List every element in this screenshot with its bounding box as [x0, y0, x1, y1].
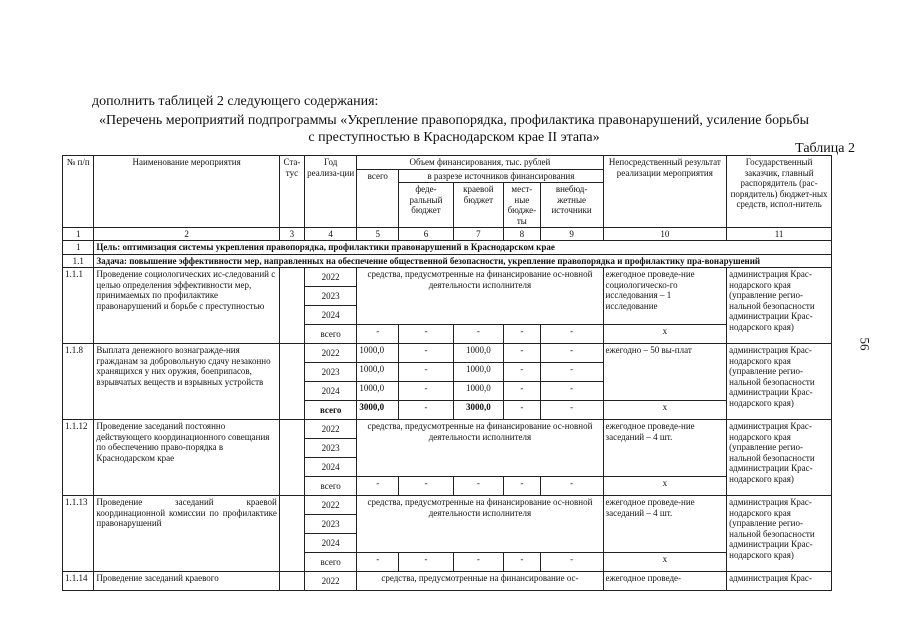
col-number: 11	[727, 228, 832, 241]
task-row	[63, 254, 832, 268]
task-num: 1.1	[63, 254, 94, 268]
row-financing: средства, предусмотренные на финансирование ос-новной деятельности исполнителя	[357, 496, 603, 553]
row-result: ежегодное проведе-	[603, 572, 727, 591]
total-local: -	[504, 553, 541, 572]
column-numbers-row	[63, 228, 832, 241]
col-number: 2	[94, 228, 279, 241]
goal-row	[63, 241, 832, 255]
header-row-1	[63, 156, 832, 170]
total-label: всего	[304, 477, 356, 496]
row-year: 2022	[304, 496, 356, 515]
header-regional: краевой бюджет	[453, 183, 503, 228]
table-row	[63, 268, 832, 287]
row-result: ежегодное проведе-ние заседаний – 4 шт.	[603, 420, 727, 477]
value-federal: -	[399, 382, 453, 401]
row-status	[279, 268, 304, 344]
goal-text: Цель: оптимизация системы укрепления правопорядка, профилактики правонарушений в Краснодарском крае	[94, 241, 832, 255]
total-federal: -	[399, 553, 453, 572]
table-row	[63, 344, 832, 363]
total-regional: -	[453, 553, 503, 572]
row-name: Проведение социологических ис-следований с целью определения эффективности мер, принимаемых по профилактике правонарушений и борьбе с преступностью	[94, 268, 279, 344]
row-result: ежегодно – 50 вы-плат	[603, 344, 727, 401]
value-local: -	[504, 344, 541, 363]
row-result: ежегодное проведе-ние заседаний – 4 шт.	[603, 496, 727, 553]
total-label: всего	[304, 553, 356, 572]
value-regional: 1000,0	[453, 344, 503, 363]
intro-text: дополнить таблицей 2 следующего содержания:	[92, 94, 379, 109]
total-value: 3000,0	[357, 401, 399, 420]
col-number: 8	[504, 228, 541, 241]
value-regional: 1000,0	[453, 363, 503, 382]
total-label: всего	[304, 401, 356, 420]
header-customer: Государственный заказчик, главный распорядитель (рас-порядитель) бюджет-ных средств, испол-нитель	[727, 156, 832, 228]
col-number: 1	[63, 228, 94, 241]
row-result: ежегодное проведе-ние социологическо-го исследования – 1 исследование	[603, 268, 727, 325]
header-result: Непосредственный результат реализации мероприятия	[603, 156, 727, 228]
row-customer: администрация Крас-нодарского края (управление регио-нальной безопасности администрации Крас-нодарского края)	[727, 344, 832, 420]
row-year: 2024	[304, 306, 356, 325]
measures-table	[62, 155, 832, 591]
row-customer: администрация Крас-нодарского края (управление регио-нальной безопасности администрации Крас-нодарского края)	[727, 268, 832, 344]
total-value: -	[357, 553, 399, 572]
row-financing: средства, предусмотренные на финансирование ос-новной деятельности исполнителя	[357, 420, 603, 477]
row-name: Проведение заседаний постоянно действующего координационного совещания по обеспечению право-порядка в Краснодарском крае	[94, 420, 279, 496]
row-year: 2022	[304, 268, 356, 287]
row-year: 2024	[304, 458, 356, 477]
row-year: 2024	[304, 534, 356, 553]
row-financing: средства, предусмотренные на финансирование ос-	[357, 572, 603, 591]
header-federal: феде-ральный бюджет	[399, 183, 453, 228]
total-regional: -	[453, 325, 503, 344]
header-year: Год реализа-ции	[304, 156, 356, 228]
total-offbudget: -	[540, 477, 603, 496]
row-num: 1.1.1	[63, 268, 94, 344]
row-name: Проведение заседаний краевого	[94, 572, 279, 591]
row-status	[279, 420, 304, 496]
row-financing: средства, предусмотренные на финансирование ос-новной деятельности исполнителя	[357, 268, 603, 325]
header-total: всего	[357, 169, 399, 228]
row-year: 2022	[304, 572, 356, 591]
result-x-mark: х	[603, 401, 727, 420]
header-num: № п/п	[63, 156, 94, 228]
value-local: -	[504, 382, 541, 401]
row-year: 2022	[304, 344, 356, 363]
total-local: -	[504, 477, 541, 496]
heading-line-2: с преступностью в Краснодарском крае II этапа»	[308, 130, 600, 145]
header-volume: Объем финансирования, тыс. рублей	[357, 156, 603, 170]
total-value: -	[357, 477, 399, 496]
col-number: 4	[304, 228, 356, 241]
row-customer: администрация Крас-нодарского края (управление регио-нальной безопасности администрации Крас-нодарского края)	[727, 496, 832, 572]
col-number: 7	[453, 228, 503, 241]
row-year: 2024	[304, 382, 356, 401]
total-local: -	[504, 325, 541, 344]
value-offbudget: -	[540, 363, 603, 382]
value-offbudget: -	[540, 382, 603, 401]
row-customer: администрация Крас-	[727, 572, 832, 591]
total-offbudget: -	[540, 401, 603, 420]
row-status	[279, 572, 304, 591]
page-number: 56	[857, 337, 873, 351]
header-local: мест-ные бюдже-ты	[504, 183, 541, 228]
col-number: 10	[603, 228, 727, 241]
total-federal: -	[399, 401, 453, 420]
header-by-sources: в разрезе источников финансирования	[399, 169, 603, 183]
header-name: Наименование мероприятия	[94, 156, 279, 228]
row-year: 2023	[304, 439, 356, 458]
table-row	[63, 572, 832, 591]
total-federal: -	[399, 477, 453, 496]
result-x-mark: х	[603, 553, 727, 572]
row-year: 2023	[304, 515, 356, 534]
value-total: 1000,0	[357, 344, 399, 363]
total-regional: 3000,0	[453, 401, 503, 420]
total-value: -	[357, 325, 399, 344]
row-num: 1.1.13	[63, 496, 94, 572]
row-status	[279, 344, 304, 420]
heading-line-1: «Перечень мероприятий подпрограммы «Укрепление правопорядка, профилактика правонарушений, усиление борьбы	[98, 113, 809, 128]
row-num: 1.1.8	[63, 344, 94, 420]
table-row	[63, 420, 832, 439]
value-offbudget: -	[540, 344, 603, 363]
value-regional: 1000,0	[453, 382, 503, 401]
row-name: Выплата денежного вознагражде-ния гражданам за добровольную сдачу незаконно хранящихся у них оружия, боеприпасов, взрывчатых веществ и взрывных устройств	[94, 344, 279, 420]
col-number: 3	[279, 228, 304, 241]
result-x-mark: х	[603, 325, 727, 344]
row-num: 1.1.12	[63, 420, 94, 496]
total-regional: -	[453, 477, 503, 496]
row-year: 2023	[304, 287, 356, 306]
col-number: 6	[399, 228, 453, 241]
document-heading	[48, 112, 860, 146]
row-status	[279, 496, 304, 572]
total-offbudget: -	[540, 325, 603, 344]
value-total: 1000,0	[357, 363, 399, 382]
row-name: Проведение заседаний краевой координационной комиссии по профилактике правонарушений	[94, 496, 279, 572]
total-federal: -	[399, 325, 453, 344]
result-x-mark: х	[603, 477, 727, 496]
goal-num: 1	[63, 241, 94, 255]
value-total: 1000,0	[357, 382, 399, 401]
value-federal: -	[399, 344, 453, 363]
total-local: -	[504, 401, 541, 420]
row-num: 1.1.14	[63, 572, 94, 591]
row-year: 2022	[304, 420, 356, 439]
col-number: 9	[540, 228, 603, 241]
header-status: Ста-тус	[279, 156, 304, 228]
row-customer: администрация Крас-нодарского края (управление регио-нальной безопасности администрации Крас-нодарского края)	[727, 420, 832, 496]
table-row	[63, 496, 832, 515]
total-offbudget: -	[540, 553, 603, 572]
total-label: всего	[304, 325, 356, 344]
table-label: Таблица 2	[795, 141, 855, 156]
value-federal: -	[399, 363, 453, 382]
value-local: -	[504, 363, 541, 382]
row-year: 2023	[304, 363, 356, 382]
header-offbudget: внебюд-жетные источники	[540, 183, 603, 228]
task-text: Задача: повышение эффективности мер, направленных на обеспечение общественной безопасности, укрепление правопорядка и профилактику пра-вонарушений	[94, 254, 832, 268]
col-number: 5	[357, 228, 399, 241]
